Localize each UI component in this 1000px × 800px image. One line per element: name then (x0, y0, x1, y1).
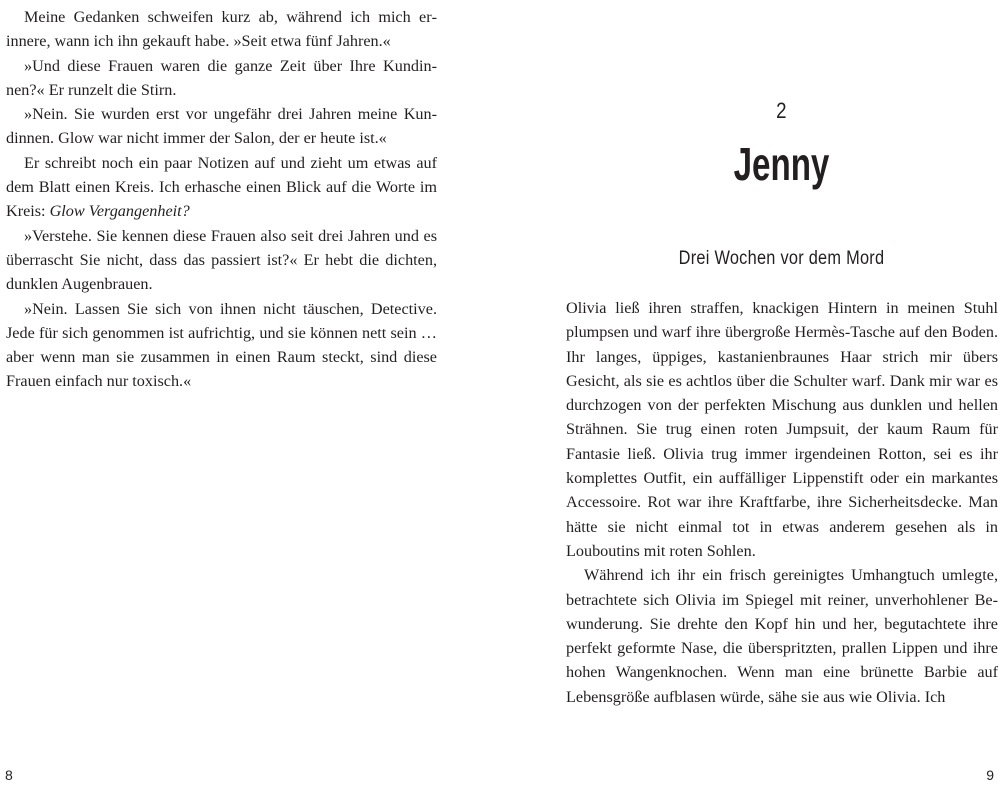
paragraph: »Nein. Sie wurden erst vor ungefähr drei Jahren meine Kundinnen. Glow war nicht immer der Salon, der er heute ist.« (6, 105, 437, 148)
right-page-body-text (566, 296, 998, 709)
paragraph: Olivia ließ ihren straffen, knackigen Hintern in meinen Stuhl plumpsen und warf ihre übergroße Hermès-Tasche auf den Boden. Ihr langes, üppiges, kastanienbraunes Haar strich mir übers Gesicht, als sie es achtlos über die Schulter warf. Dank mir war es durchzogen von der perfekten Mischung aus dunklen und hellen Strähnen. Sie trug einen roten Jumpsuit, der kaum Raum für Fantasie ließ. Olivia trug immer irgendeinen Rotton, sei es ihr komplettes Outfit, ein auffälliger Lippenstift oder ein markantes Accessoire. Rot war ihre Kraftfarbe, ihre Sicherheitsdecke. Man hätte sie nicht einmal tot in etwas anderem gesehen als in Louboutins mit roten Sohlen. (566, 299, 998, 560)
paragraph: »Nein. Lassen Sie sich von ihnen nicht täuschen, Detective. Jede für sich genommen ist aufrichtig, und sie können nett sein … aber wenn man sie zusammen in einen Raum steckt, sind diese Frauen einfach nur toxisch.« (6, 299, 437, 391)
chapter-title: Jenny (733, 138, 830, 190)
paragraph-text: Er schreibt noch ein paar Notizen auf und zieht um etwas auf dem Blatt einen Kreis. Ich erhasche einen Blick auf die Worte im Kreis: (6, 153, 437, 221)
page-number: 9 (986, 767, 994, 783)
right-page (500, 0, 1000, 800)
paragraph: »Verstehe. Sie kennen diese Frauen also seit drei Jahren und es überrascht Sie nicht, dass das passiert ist?« Er hebt die dichten, dunklen Augenbrauen. (6, 226, 437, 294)
emphasized-text: Glow Vergangenheit? (49, 202, 190, 221)
paragraph: Meine Gedanken schweifen kurz ab, während ich mich erinnere, wann ich ihn gekauft habe. »Seit etwa fünf Jahren.« (6, 8, 437, 51)
page-number: 8 (5, 767, 13, 783)
paragraph: »Und diese Frauen waren die ganze Zeit über Ihre Kundinnen?« Er runzelt die Stirn. (6, 56, 437, 99)
paragraph: Während ich ihr ein frisch gereinigtes Umhangtuch umlegte, betrachtete sich Olivia im Spiegel mit reiner, unverhohlener Bewunderung. Sie drehte den Kopf hin und her, begutachtete ihre perfekt geformte Nase, die überspritzten, prallen Lippen und ihre hohen Wangenknochen. Wenn man eine brünette Barbie auf Lebensgröße aufblasen würde, sähe sie aus wie Olivia. Ich (566, 566, 998, 706)
chapter-subtitle: Drei Wochen vor dem Mord (678, 248, 885, 269)
left-page-body-text (6, 5, 437, 394)
chapter-number: 2 (776, 98, 787, 123)
paragraph (6, 151, 437, 224)
